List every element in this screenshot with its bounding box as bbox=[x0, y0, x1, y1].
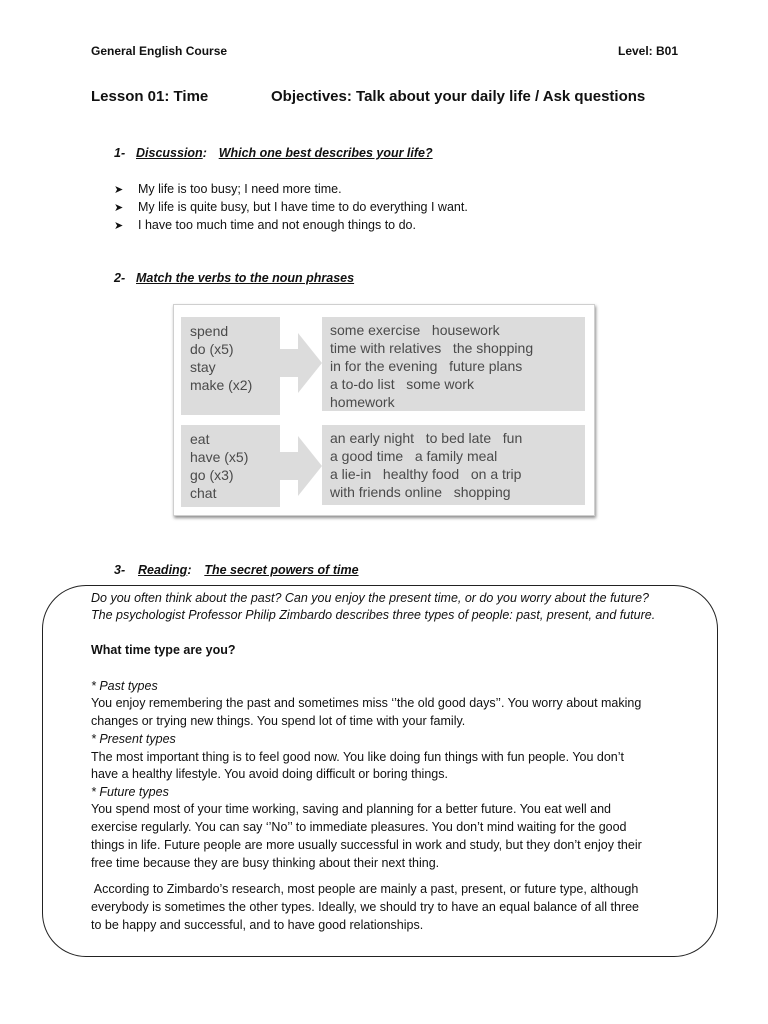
arrow-bullet-icon: ➤ bbox=[114, 184, 124, 196]
section-3-label: Reading bbox=[138, 563, 188, 577]
past-types-heading: * Past types bbox=[91, 679, 158, 693]
section-3-heading bbox=[114, 563, 359, 577]
past-types-line: changes or trying new things. You spend lot of time with your family. bbox=[91, 714, 466, 728]
section-2-title: Match the verbs to the noun phrases bbox=[136, 271, 355, 285]
list-item: ➤ My life is quite busy, but I have time to do everything I want. bbox=[114, 198, 468, 216]
present-types-line: The most important thing is to feel good now. You like doing fun things with fun people. You don’t bbox=[91, 750, 625, 764]
section-1-colon: : bbox=[202, 146, 207, 160]
conclusion-line: everybody is sometimes the other types. Ideally, we should try to have an equal balance of all three bbox=[91, 900, 639, 914]
reading-question: What time type are you? bbox=[91, 643, 236, 657]
arrow-bullet-icon: ➤ bbox=[114, 220, 124, 232]
future-types-heading: * Future types bbox=[91, 785, 169, 799]
conclusion-line: to be happy and successful, and to have good relationships. bbox=[91, 918, 424, 932]
objectives: Objectives: Talk about your daily life / Ask questions bbox=[271, 88, 646, 105]
section-3-colon: : bbox=[187, 563, 192, 577]
reading-intro-line: Do you often think about the past? Can you enjoy the present time, or do you worry about the future? bbox=[91, 591, 649, 605]
section-2-heading bbox=[114, 271, 354, 285]
verb-box-2: eat have (x5) go (x3) chat bbox=[181, 425, 280, 507]
lesson-title: Lesson 01: Time bbox=[91, 88, 209, 105]
past-types-line: You enjoy remembering the past and sometimes miss ‘’the old good days’’. You worry about making bbox=[91, 696, 642, 710]
section-3-number: 3- bbox=[114, 563, 126, 577]
verb-box-1: spend do (x5) stay make (x2) bbox=[181, 317, 280, 415]
conclusion-line: According to Zimbardo’s research, most people are mainly a past, present, or future type, although bbox=[91, 882, 639, 896]
future-types-line: free time because they are busy thinking about their next thing. bbox=[91, 856, 440, 870]
section-2-number: 2- bbox=[114, 271, 126, 285]
noun-box-1: some exercise housework time with relatives the shopping in for the evening future plans a to-do list some work homework bbox=[322, 317, 585, 411]
reading-intro-line: The psychologist Professor Philip Zimbardo describes three types of people: past, present, and future. bbox=[91, 608, 656, 622]
arrow-right-icon bbox=[280, 333, 322, 393]
section-1-heading bbox=[114, 146, 433, 160]
section-1-question: Which one best describes your life? bbox=[218, 146, 433, 160]
present-types-line: have a healthy lifestyle. You avoid doing difficult or boring things. bbox=[91, 767, 448, 781]
course-title: General English Course bbox=[91, 44, 228, 58]
section-1-number: 1- bbox=[114, 146, 126, 160]
future-types-line: things in life. Future people are more usually successful in work and study, but they don’t enjoy their bbox=[91, 838, 642, 852]
present-types-heading: * Present types bbox=[91, 732, 176, 746]
section-3-title: The secret powers of time bbox=[204, 563, 359, 577]
noun-box-2: an early night to bed late fun a good time a family meal a lie-in healthy food on a trip with friends online shopping bbox=[322, 425, 585, 505]
list-item: ➤ I have too much time and not enough things to do. bbox=[114, 216, 468, 234]
future-types-line: You spend most of your time working, saving and planning for a better future. You eat well and bbox=[91, 802, 612, 816]
list-item: ➤ My life is too busy; I need more time. bbox=[114, 180, 468, 198]
arrow-bullet-icon: ➤ bbox=[114, 202, 124, 214]
discussion-options bbox=[114, 180, 468, 234]
level-label: Level: B01 bbox=[618, 44, 679, 58]
section-1-label: Discussion bbox=[136, 146, 203, 160]
arrow-right-icon bbox=[280, 436, 322, 496]
future-types-line: exercise regularly. You can say ‘’No’’ to immediate pleasures. You don’t mind waiting for the good bbox=[91, 820, 627, 834]
matching-figure bbox=[173, 304, 595, 516]
